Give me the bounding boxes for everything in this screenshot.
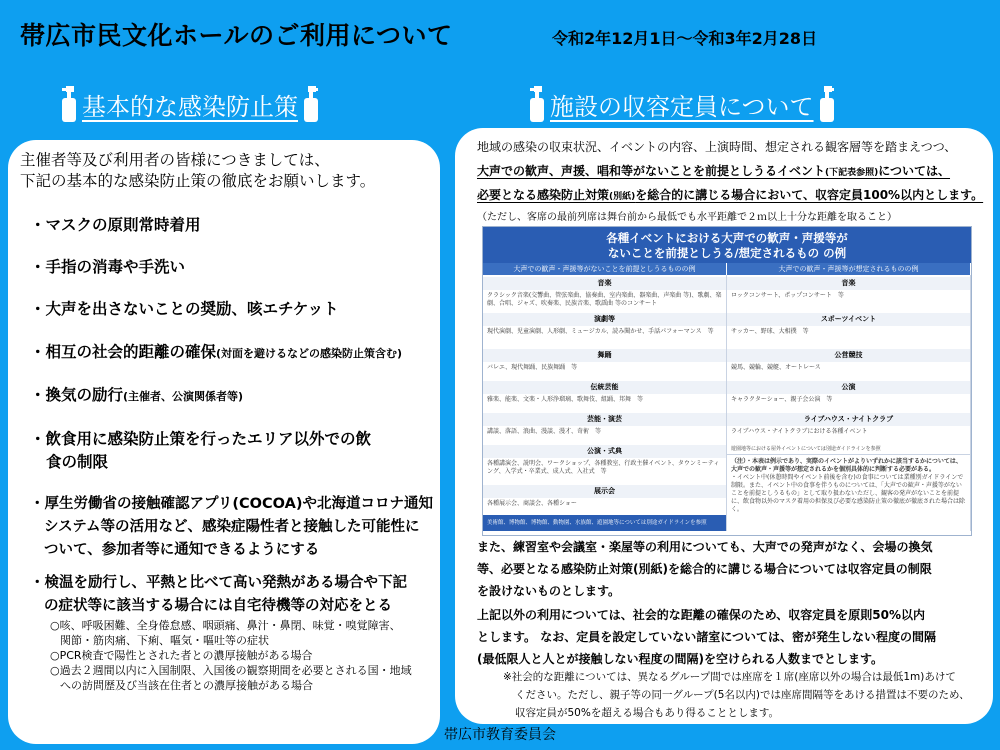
table-row: 舞踊 バレエ、現代舞踊、民族舞踊 等 [483, 349, 726, 379]
table-row: 公演 キャラクターショー、親子会公演 等 [727, 381, 970, 411]
intro-text: 主催者等及び利用者の皆様につきましては、 下記の基本的な感染防止策の徹底をお願いします。 [20, 151, 376, 190]
table-row: 音楽 ロックコンサート、ポップコンサート 等 [727, 277, 970, 311]
sanitizer-bottle-icon [820, 86, 834, 122]
sanitizer-bottle-icon [304, 86, 318, 122]
right-section-header [530, 86, 834, 122]
infection-prevention-panel [8, 140, 440, 744]
practice-room-paragraph: また、練習室や会議室・楽屋等の利用についても、大声での発声がなく、会場の換気 等、必要となる感染防止対策(別紙)を総合的に講じる場合については収容定員の制限 を設けないものとします。 [477, 540, 933, 598]
sanitizer-bottle-icon [62, 86, 76, 122]
page-title: 帯広市民文化ホールのご利用について [20, 21, 453, 50]
bullet-eating-restriction: ・飲食用に感染防止策を行ったエリア以外での飲 食の制限 [30, 430, 372, 471]
left-section-header [62, 86, 318, 122]
social-distance-note: ※社会的な距離については、異なるグループ間では座席を１席(座席以外の場合は最低1m)あけて ください。ただし、親子等の同一グループ(5名以内)では座席間隔等をあける措置は不要のため、 収容定員が50%を超える場合もあり得ることとします。 [503, 671, 970, 719]
table-footer-note: 美術館、博物館、博物館、動物園、水族館、遊園地等については別途ガイドラインを参照 [483, 515, 726, 531]
bullet-mask: ・マスクの原則常時着用 [30, 216, 201, 234]
symptom-notes: ○咳、呼吸困難、全身倦怠感、咽頭痛、鼻汁・鼻閉、味覚・嗅覚障害、 関節・筋肉痛、下痢、嘔気・嘔吐等の症状 ○PCR検査で陽性とされた者との濃厚接触がある場合 ○過去２週間以内に入国制限、入国後の観察期間を必要とされる国・地域 への訪問歴及び当該在住者との濃厚接触がある場合 [50, 619, 412, 692]
table-row: ライブハウス・ナイトクラブ ライブハウス・ナイトクラブにおける各種イベント [727, 413, 970, 443]
table-row: 演劇等 現代演劇、児童演劇、人形劇、ミュージカル、読み聞かせ、手話パフォーマンス 等 [483, 313, 726, 347]
bullet-contact-app: ・厚生労働省の接触確認アプリ(COCOA)や北海道コロナ通知 システム等の活用など、感染症陽性者と接触した可能性に ついて、参加者等に通知できるようにする [30, 496, 433, 558]
capacity-bold-line-1: 大声での歓声、声援、唱和等がないことを前提としうるイベント(下記表参照)については、 [477, 164, 951, 178]
table-row: 公営競技 競馬、競輪、競艇、オートレース [727, 349, 970, 379]
table-row: スポーツイベント サッカー、野球、大相撲 等 [727, 313, 970, 347]
table-row: 音楽 クラシック音楽(交響曲、管弦楽曲、協奏曲、室内楽曲、器楽曲、声楽曲 等)、歌劇、楽劇、合唱、ジャズ、吹奏楽、民族音楽、歌謡曲 等のコンサート [483, 277, 726, 311]
front-row-note: （ただし、客席の最前列席は舞台前から最低でも水平距離で２ｍ以上十分な距離を取ること） [477, 212, 897, 223]
capacity-panel [455, 128, 993, 724]
organization-name: 帯広市教育委員会 [444, 727, 556, 743]
validity-period: 令和2年12月1日～令和3年2月28日 [552, 29, 818, 48]
bullet-social-distance: ・相互の社会的距離の確保(対面を避けるなどの感染防止策含む) [30, 343, 403, 361]
bullet-ventilation: ・換気の励行(主催者、公演関係者等) [30, 386, 244, 404]
table-column-headers: 大声での歓声・声援等がないことを前提としうるものの例 大声での歓声・声援等が想定されるものの例 [483, 263, 971, 275]
bullet-hand-hygiene: ・手指の消毒や手洗い [30, 258, 186, 276]
loud-events-column [727, 275, 971, 531]
capacity-bold-line-2: 必要となる感染防止対策(別紙)を総合的に講じる場合において、収容定員100%以内とします。 [477, 188, 984, 202]
other-use-paragraph: 上記以外の利用については、社会的な距離の確保のため、収容定員を原則50%以内 とします。 なお、定員を設定していない諸室については、密が発生しない程度の間隔 (最低限人と人とが接触しない程度の間隔)を空けられる人数までとします。 [477, 608, 936, 666]
table-row: 公演・式典 各種講演会、説明会、ワークショップ、各種教室、行政主催イベント、タウンミーティング、入学式・卒業式、成人式、入社式 等 [483, 445, 726, 483]
table-row: 伝統芸能 雅楽、能楽、文楽・人形浄瑠璃、歌舞伎、組踊、邦舞 等 [483, 381, 726, 411]
right-section-title: 施設の収容定員について [550, 92, 814, 121]
event-examples-table [482, 226, 972, 536]
table-row: 芸能・演芸 講談、落語、浪曲、漫談、漫才、奇術 等 [483, 413, 726, 443]
left-section-title: 基本的な感染防止策 [82, 92, 298, 121]
bullet-voice-etiquette: ・大声を出さないことの奨励、咳エチケット [30, 300, 339, 318]
table-remark: 遊園地等における屋外イベントについては別途ガイドラインを参照 [731, 446, 881, 452]
quiet-events-column [483, 275, 727, 531]
capacity-intro-line: 地域の感染の収束状況、イベントの内容、上演時間、想定される観客層等を踏まえつつ、 [477, 140, 957, 154]
table-notes: （注）・本表は例示であり、実際のイベントがよりいずれかに該当するかについては、大声での歓声・声援等が想定されるかを個別具体的に判断する必要がある。 ・イベント中(休憩時間やイベント前後を含む)の食事については業種別ガイドラインで制限。また、イベント中の食事を伴うものについては、「大声での歓声・声援等がないことを前提としうるもの」として取り扱わないただし、観客の発声がないことを前提に、飲食物以外のマスク着用の担保及び必要な感染防止策の徹底が徹底された場合は除く。 [727, 454, 970, 517]
table-row: 展示会 各種展示会、商談会、各種ショー [483, 485, 726, 515]
sanitizer-bottle-icon [530, 86, 544, 122]
table-heading: 各種イベントにおける大声での歓声・声援等が ないことを前提としうる/想定されるもの の例 [483, 227, 971, 263]
bullet-temperature-check: ・検温を励行し、平熱と比べて高い発熱がある場合や下記 の症状等に該当する場合には自宅待機等の対応をとる [30, 575, 407, 614]
